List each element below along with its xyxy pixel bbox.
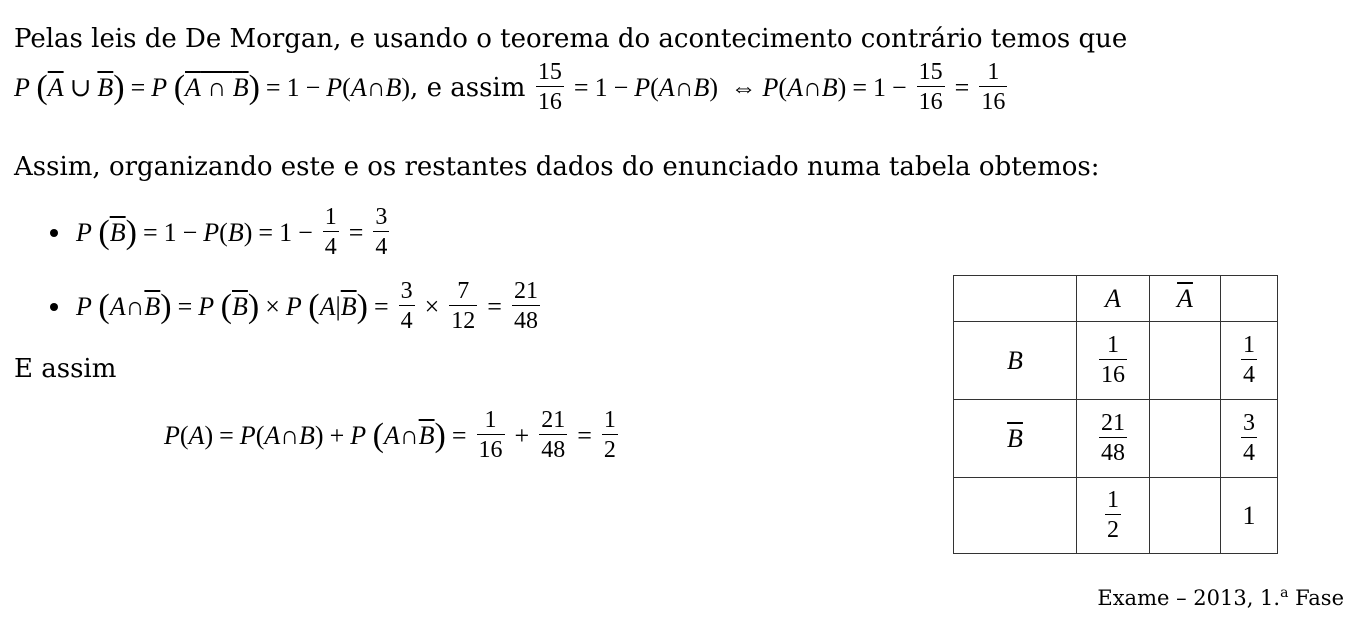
table-cell: $\frac{1}{16}$: [1077, 322, 1150, 400]
table-header-total: [1221, 276, 1278, 322]
fraction-1-16: $\frac{1}{16}$: [981, 59, 1006, 115]
bullet-prob-not-b: P ( $\overline{B}$ ) = 1 − P ( B ) = 1 − $\frac{1}{4}$ = $\frac{3}{4}$: [50, 203, 393, 262]
table-row-label-not-b: $\overline{B}$: [954, 400, 1077, 478]
fraction-3-4: $\frac{3}{4}$: [375, 204, 388, 260]
bullet-dot-icon: [50, 303, 58, 311]
bullet-prob-a-and-not-b: P ( A ∩ $\overline{B}$ ) = P ( $\overline{B}$ ) × P ( A | $\overline{B}$ ) = $\frac{3}{4}$ × $\frac{7}{12}$ = $\frac{21}{48}$: [50, 277, 544, 336]
fraction-21-48-b: $\frac{21}{48}$: [541, 407, 566, 463]
fraction-15-16-b: $\frac{15}{16}$: [918, 59, 943, 115]
e-assim-text: E assim: [14, 354, 117, 384]
table-cell: $\frac{1}{2}$: [1077, 478, 1150, 554]
fraction-1-4: $\frac{1}{4}$: [324, 204, 337, 260]
table-row: [954, 400, 1278, 478]
table-header-row: [954, 276, 1278, 322]
table-cell: [1150, 400, 1221, 478]
table-cell: $\frac{21}{48}$: [1077, 400, 1150, 478]
fraction-3-4-b: $\frac{3}{4}$: [400, 278, 413, 334]
table-cell: [1150, 322, 1221, 400]
table-row-label-total: [954, 478, 1077, 554]
table-row: [954, 478, 1278, 554]
table-cell: $\frac{3}{4}$: [1221, 400, 1278, 478]
final-equation: P ( A ) = P ( A ∩ B ) + P ( A ∩ $\overline{B}$ ) = $\frac{1}{16}$ + $\frac{21}{48}$ = $\frac{1}{2}$: [164, 407, 616, 463]
fraction-1-16-b: $\frac{1}{16}$: [478, 407, 503, 463]
de-morgan-equation: P ( $\overline{A}$ ∪ $\overline{B}$ ) = P ( A ∩ B ) = 1 − P ( A ∩ B ) , e assim $\frac{15}{16}$ = 1 − P ( A ∩ B ) ⇔ P ( A ∩ B ) = 1 − $\frac{15}{16}$ = $\frac{1}{16}$: [14, 59, 1006, 115]
intro-text: Pelas leis de De Morgan, e usando o teorema do acontecimento contrário temos que: [14, 24, 1128, 54]
fraction-21-48: $\frac{21}{48}$: [513, 278, 538, 334]
table-row: [954, 322, 1278, 400]
table-header-not-a: $\overline{A}$: [1150, 276, 1221, 322]
table-cell: [1150, 478, 1221, 554]
fraction-7-12: $\frac{7}{12}$: [451, 278, 476, 334]
e-assim-inline: , e assim: [410, 72, 526, 103]
table-row-label-b: B: [954, 322, 1077, 400]
fraction-1-2: $\frac{1}{2}$: [603, 407, 616, 463]
table-cell: 1: [1221, 478, 1278, 554]
probability-table: [953, 275, 1278, 554]
bullet-dot-icon: [50, 229, 58, 237]
para-organizing: Assim, organizando este e os restantes dados do enunciado numa tabela obtemos:: [14, 152, 1100, 182]
table-cell: $\frac{1}{4}$: [1221, 322, 1278, 400]
table-corner-cell: [954, 276, 1077, 322]
exam-reference: Exame – 2013, 1.$^a$ Fase: [1097, 585, 1344, 610]
table-header-a: A: [1077, 276, 1150, 322]
fraction-15-16: $\frac{15}{16}$: [537, 59, 562, 115]
